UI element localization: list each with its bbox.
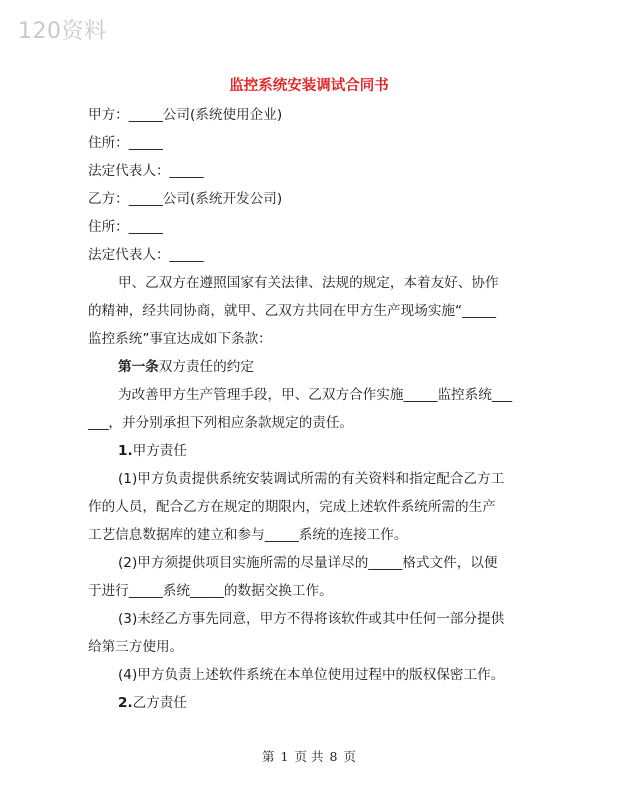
- preamble-line-1: 甲、乙双方在遵照国家有关法律、法规的规定，本着友好、协作: [118, 275, 499, 291]
- footer-page-number: 1: [280, 749, 289, 764]
- clause-3-line-2: 给第三方使用。: [88, 639, 184, 655]
- article-1-heading: [118, 355, 526, 375]
- clause-1-line-3: 工艺信息数据库的建立和参与_____系统的连接工作。: [88, 527, 408, 543]
- section-2-heading: [118, 691, 526, 711]
- party-b-address: 住所：_____: [88, 219, 163, 235]
- party-b-line: 乙方：_____公司(系统开发公司): [88, 191, 283, 207]
- section-2-title: 乙方责任: [132, 695, 187, 711]
- preamble-line-3: 监控系统”事宜达成如下条款：: [88, 331, 272, 347]
- party-a-representative: 法定代表人：_____: [88, 163, 204, 179]
- article-1-number: 第一条: [118, 359, 159, 375]
- footer-mid: 页 共: [294, 749, 324, 764]
- article-1-para-line-2: ___，并分别承担下列相应条款规定的责任。: [88, 415, 354, 431]
- section-1-title: 甲方责任: [132, 443, 187, 459]
- footer-total-pages: 8: [329, 749, 338, 764]
- clause-1-line-1: (1)甲方负责提供系统安装调试所需的有关资料和指定配合乙方工: [118, 471, 505, 487]
- party-b-representative: 法定代表人：_____: [88, 247, 204, 263]
- article-1-para-line-1: 为改善甲方生产管理手段，甲、乙双方合作实施_____监控系统___: [118, 387, 513, 403]
- footer-prefix: 第: [262, 749, 275, 764]
- clause-3-line-1: (3)未经乙方事先同意，甲方不得将该软件或其中任何一部分提供: [118, 611, 505, 627]
- party-a-address: 住所：_____: [88, 135, 163, 151]
- document-title: 监控系统安装调试合同书: [229, 77, 389, 94]
- clause-4-line-1: (4)甲方负责上述软件系统在本单位使用过程中的版权保密工作。: [118, 667, 505, 683]
- page-footer: [0, 747, 618, 765]
- watermark-logo: 120资料: [18, 19, 107, 44]
- party-a-line: 甲方：_____公司(系统使用企业): [88, 107, 283, 123]
- section-1-heading: [118, 439, 526, 459]
- section-1-number: 1.: [118, 443, 133, 459]
- clause-2-line-1: (2)甲方须提供项目实施所需的尽量详尽的_____格式文件，以便: [118, 555, 498, 571]
- article-1-title: 双方责任的约定: [158, 359, 254, 375]
- clause-2-line-2: 于进行_____系统_____的数据交换工作。: [88, 583, 333, 599]
- section-2-number: 2.: [118, 695, 133, 711]
- preamble-line-2: 的精神，经共同协商，就甲、乙双方共同在甲方生产现场实施“_____: [88, 303, 497, 319]
- clause-1-line-2: 作的人员，配合乙方在规定的期限内，完成上述软件系统所需的生产: [88, 499, 496, 515]
- footer-suffix: 页: [343, 749, 356, 764]
